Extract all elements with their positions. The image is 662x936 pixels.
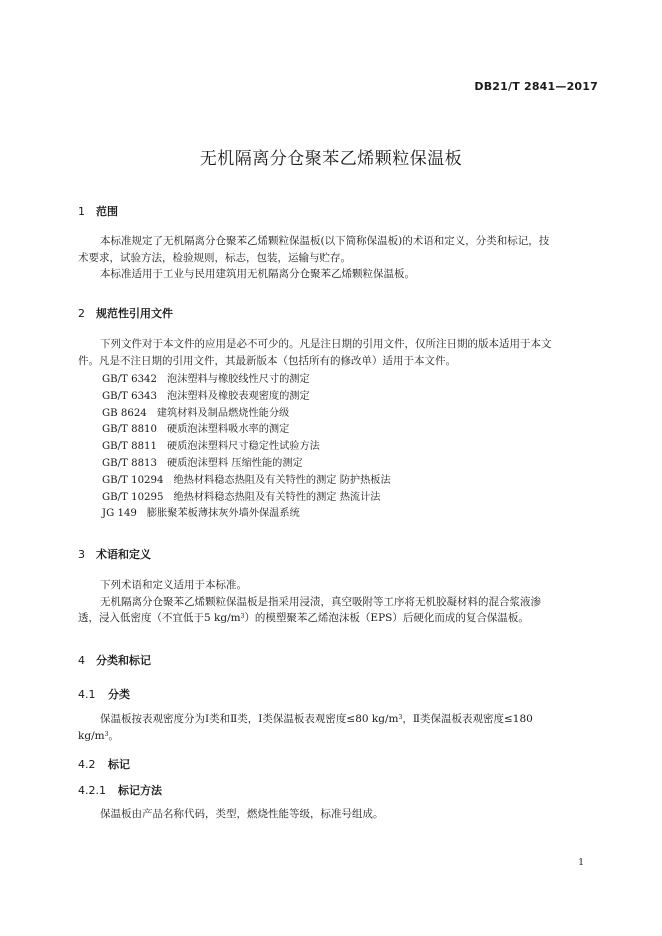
text-run: 透，浸入低密度（不宜低于5 kg/m — [78, 612, 241, 624]
section-title: 规范性引用文件 — [96, 307, 173, 320]
subsection-4-2-heading — [78, 756, 130, 772]
section-number: 4.2 — [78, 758, 96, 771]
reference-name: 硬质泡沫塑料 压缩性能的测定 — [167, 457, 303, 469]
section-number: 1 — [78, 205, 85, 218]
section-title: 分类和标记 — [96, 654, 151, 667]
section-title: 术语和定义 — [96, 548, 151, 561]
section-4-heading — [78, 652, 151, 668]
reference-name: 硬质泡沫塑料吸水率的测定 — [167, 424, 290, 436]
subsection-4-2-1-body — [78, 806, 600, 823]
section-title: 标记方法 — [118, 784, 162, 797]
text-run: 保温板按表观密度分为Ⅰ类和Ⅱ类，Ⅰ类保温板表观密度≤80 kg/m — [100, 713, 399, 725]
reference-name: 绝热材料稳态热阻及有关特性的测定 防护热板法 — [173, 474, 391, 486]
reference-code: GB/T 8810 — [102, 424, 158, 436]
section-title: 分类 — [108, 688, 130, 701]
reference-item — [102, 456, 391, 473]
subsection-4-2-1-heading — [78, 782, 162, 798]
reference-item — [102, 506, 391, 523]
section-number: 4.1 — [78, 688, 96, 701]
section-3-body — [78, 577, 600, 627]
reference-item — [102, 389, 391, 406]
page-number: 1 — [578, 858, 584, 868]
section-number: 3 — [78, 548, 85, 561]
section-3-heading — [78, 546, 151, 562]
section-1-heading — [78, 203, 118, 219]
paragraph-line: 无机隔离分仓聚苯乙烯颗粒保温板是指采用浸渍，真空吸附等工序将无机胶凝材料的混合浆液渗 — [100, 595, 541, 608]
reference-code: GB/T 6342 — [102, 374, 158, 385]
section-2-heading — [78, 305, 173, 321]
reference-name: 建筑材料及制品燃烧性能分级 — [156, 407, 290, 419]
paragraph-line: 本标准规定了无机隔离分仓聚苯乙烯颗粒保温板(以下简称保温板)的术语和定义，分类和标记，技 — [100, 235, 550, 247]
normative-reference-list — [102, 372, 391, 523]
reference-code: GB/T 10295 — [102, 491, 164, 503]
reference-name: 膨胀聚苯板薄抹灰外墙外保温系统 — [146, 508, 300, 520]
reference-item — [102, 473, 391, 490]
reference-code: GB/T 6343 — [102, 390, 158, 402]
paragraph-line: 下列文件对于本文件的应用是必不可少的。凡是注日期的引用文件，仅所注日期的版本适用于本文 — [100, 338, 552, 350]
paragraph-line: 保温板由产品名称代码，类型，燃烧性能等级，标准号组成。 — [100, 808, 384, 820]
reference-item — [102, 372, 391, 389]
superscript: 3 — [398, 714, 403, 721]
paragraph-line: 术要求，试验方法，检验规则，标志，包装，运输与贮存。 — [78, 251, 351, 264]
reference-code: GB/T 10294 — [102, 474, 164, 486]
subsection-4-1-body — [78, 711, 600, 744]
paragraph-line: 下列术语和定义适用于本标准。 — [100, 579, 247, 591]
paragraph-line: 本标准适用于工业与民用建筑用无机隔离分仓聚苯乙烯颗粒保温板。 — [100, 268, 415, 280]
text-run: ）的模塑聚苯乙烯泡沫板（EPS）后硬化而成的复合保温板。 — [244, 612, 529, 624]
section-number: 2 — [78, 307, 85, 320]
reference-code: GB/T 8811 — [102, 441, 158, 453]
reference-item — [102, 406, 391, 423]
reference-name: 泡沫塑料及橡胶表观密度的测定 — [167, 390, 310, 402]
text-run: kg/m — [78, 729, 105, 742]
reference-item — [102, 422, 391, 439]
reference-code: JG 149 — [102, 508, 137, 520]
reference-item — [102, 439, 391, 456]
paragraph-line — [78, 610, 600, 627]
text-run: ，Ⅱ类保温板表观密度≤180 — [402, 713, 533, 725]
reference-name: 泡沫塑料与橡胶线性尺寸的测定 — [167, 374, 310, 385]
section-number: 4 — [78, 654, 85, 667]
reference-item — [102, 490, 391, 507]
document-title: 无机隔离分仓聚苯乙烯颗粒保温板 — [199, 149, 463, 169]
paragraph-line — [78, 728, 600, 745]
section-1-body — [78, 233, 600, 283]
paragraph-line: 件。凡是不注日期的引用文件，其最新版本（包括所有的修改单）适用于本文件。 — [78, 354, 456, 367]
section-title: 范围 — [96, 205, 118, 218]
superscript: 3 — [240, 613, 245, 620]
section-title: 标记 — [108, 758, 130, 771]
reference-name: 绝热材料稳态热阻及有关特性的测定 热流计法 — [173, 491, 381, 503]
subsection-4-1-heading — [78, 686, 130, 702]
standard-code: DB21/T 2841—2017 — [474, 80, 598, 93]
text-run: 。 — [108, 729, 119, 742]
reference-name: 硬质泡沫塑料尺寸稳定性试验方法 — [167, 441, 320, 453]
section-number: 4.2.1 — [78, 784, 106, 797]
reference-code: GB 8624 — [102, 407, 147, 419]
section-2-body — [78, 336, 600, 369]
superscript: 3 — [104, 730, 109, 738]
reference-code: GB/T 8813 — [102, 457, 158, 469]
paragraph-line — [78, 711, 600, 728]
